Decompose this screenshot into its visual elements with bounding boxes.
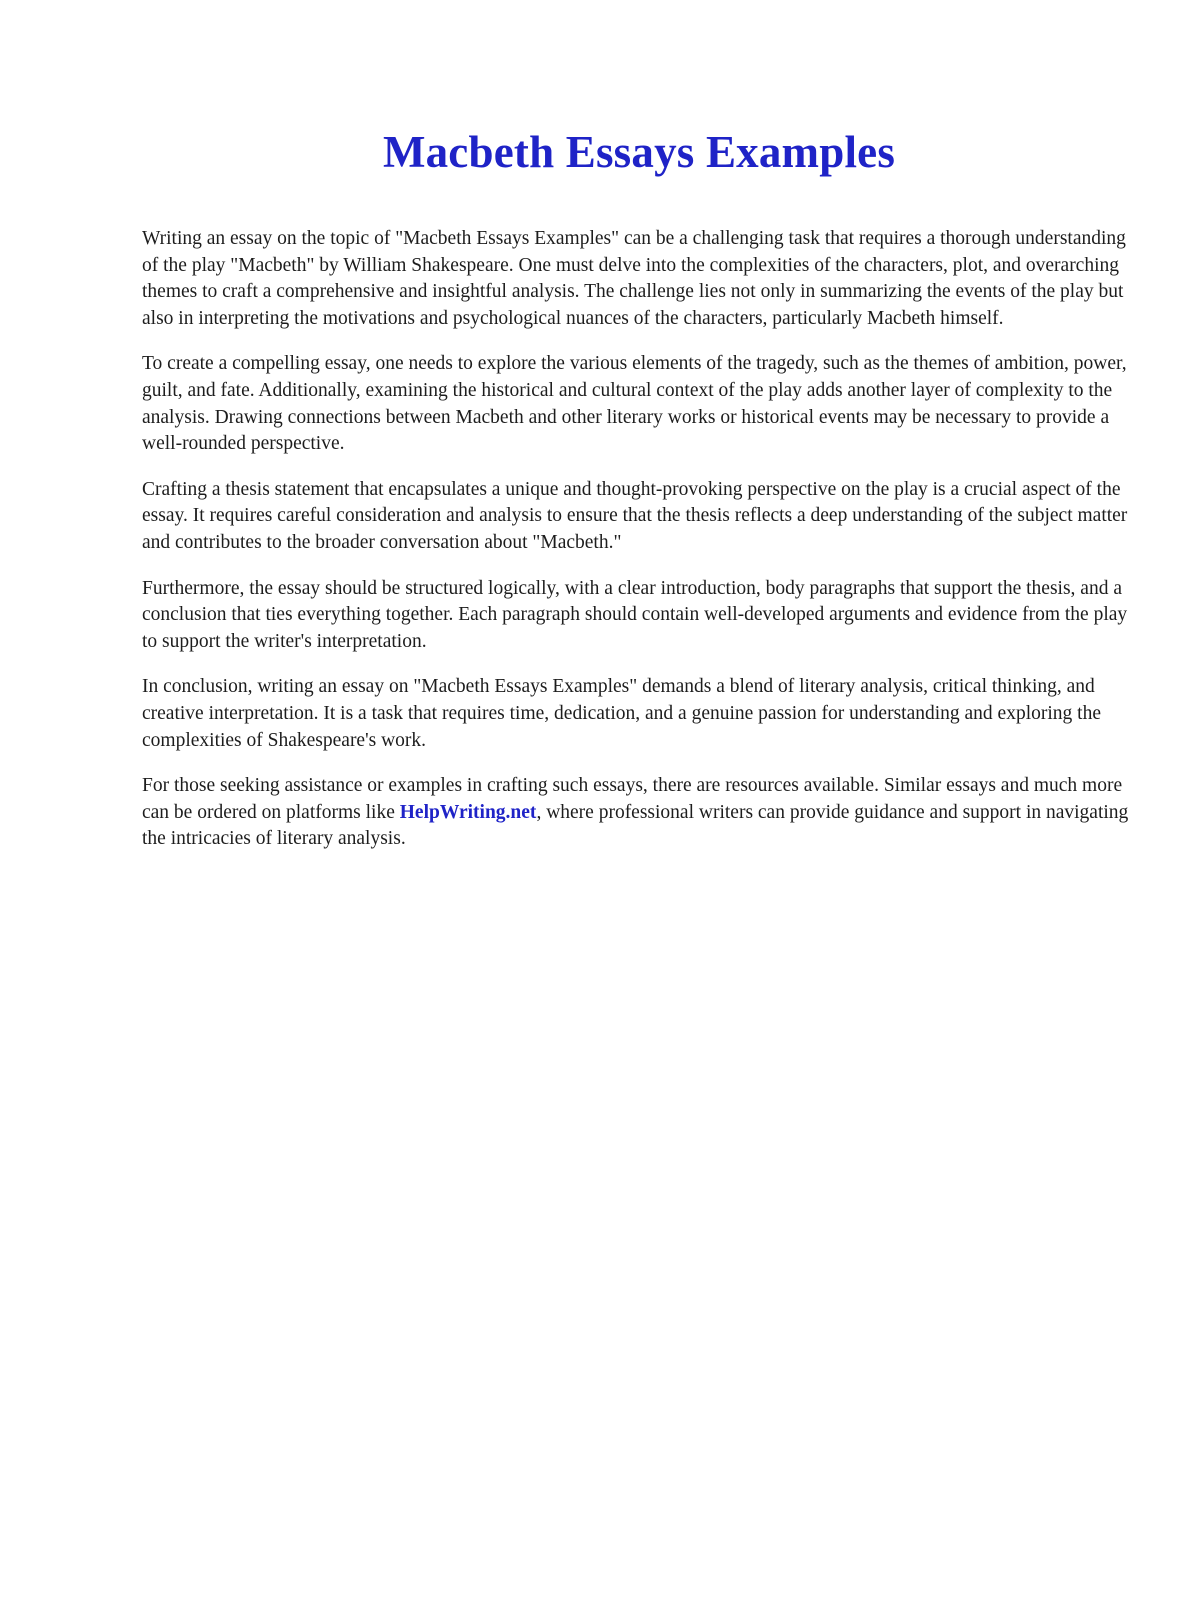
helpwriting-link[interactable]: HelpWriting.net — [399, 801, 537, 823]
paragraph-6 — [142, 773, 1140, 853]
page-title: Macbeth Essays Examples — [382, 127, 896, 177]
essay-body — [142, 226, 1140, 872]
paragraph-6-text-before: For those seeking assistance or examples in crafting such essays, there are resources available. Similar essays and much more can be ordered on platforms like — [142, 775, 1123, 823]
paragraph-2: To create a compelling essay, one needs to explore the various elements of the tragedy, such as the themes of ambition, power, guilt, and fate. Additionally, examining the historical and cultural context of the play adds another layer of complexity to the analysis. Drawing connections between Macbeth and other literary works or historical events may be necessary to provide a well-rounded perspective. — [142, 353, 1127, 455]
paragraph-1: Writing an essay on the topic of "Macbeth Essays Examples" can be a challenging task that requires a thorough understanding of the play "Macbeth" by William Shakespeare. One must delve into the complexities of the characters, plot, and overarching themes to craft a comprehensive and insightful analysis. The challenge lies not only in summarizing the events of the play but also in interpreting the motivations and psychological nuances of the characters, particularly Macbeth himself. — [142, 228, 1126, 329]
paragraph-4: Furthermore, the essay should be structured logically, with a clear introduction, body paragraphs that support the thesis, and a conclusion that ties everything together. Each paragraph should contain well-developed arguments and evidence from the play to support the writer's interpretation. — [142, 577, 1128, 652]
paragraph-3: Crafting a thesis statement that encapsulates a unique and thought-provoking perspective on the play is a crucial aspect of the essay. It requires careful consideration and analysis to ensure that the thesis reflects a deep understanding of the subject matter and contributes to the broader conversation about "Macbeth." — [142, 478, 1128, 553]
paragraph-6-text-after: , where professional writers can provide guidance and support in navigating the intricacies of literary analysis. — [142, 801, 1129, 850]
paragraph-5: In conclusion, writing an essay on "Macbeth Essays Examples" demands a blend of literary analysis, critical thinking, and creative interpretation. It is a task that requires time, dedication, and a genuine passion for understanding and exploring the complexities of Shakespeare's work. — [142, 676, 1101, 751]
